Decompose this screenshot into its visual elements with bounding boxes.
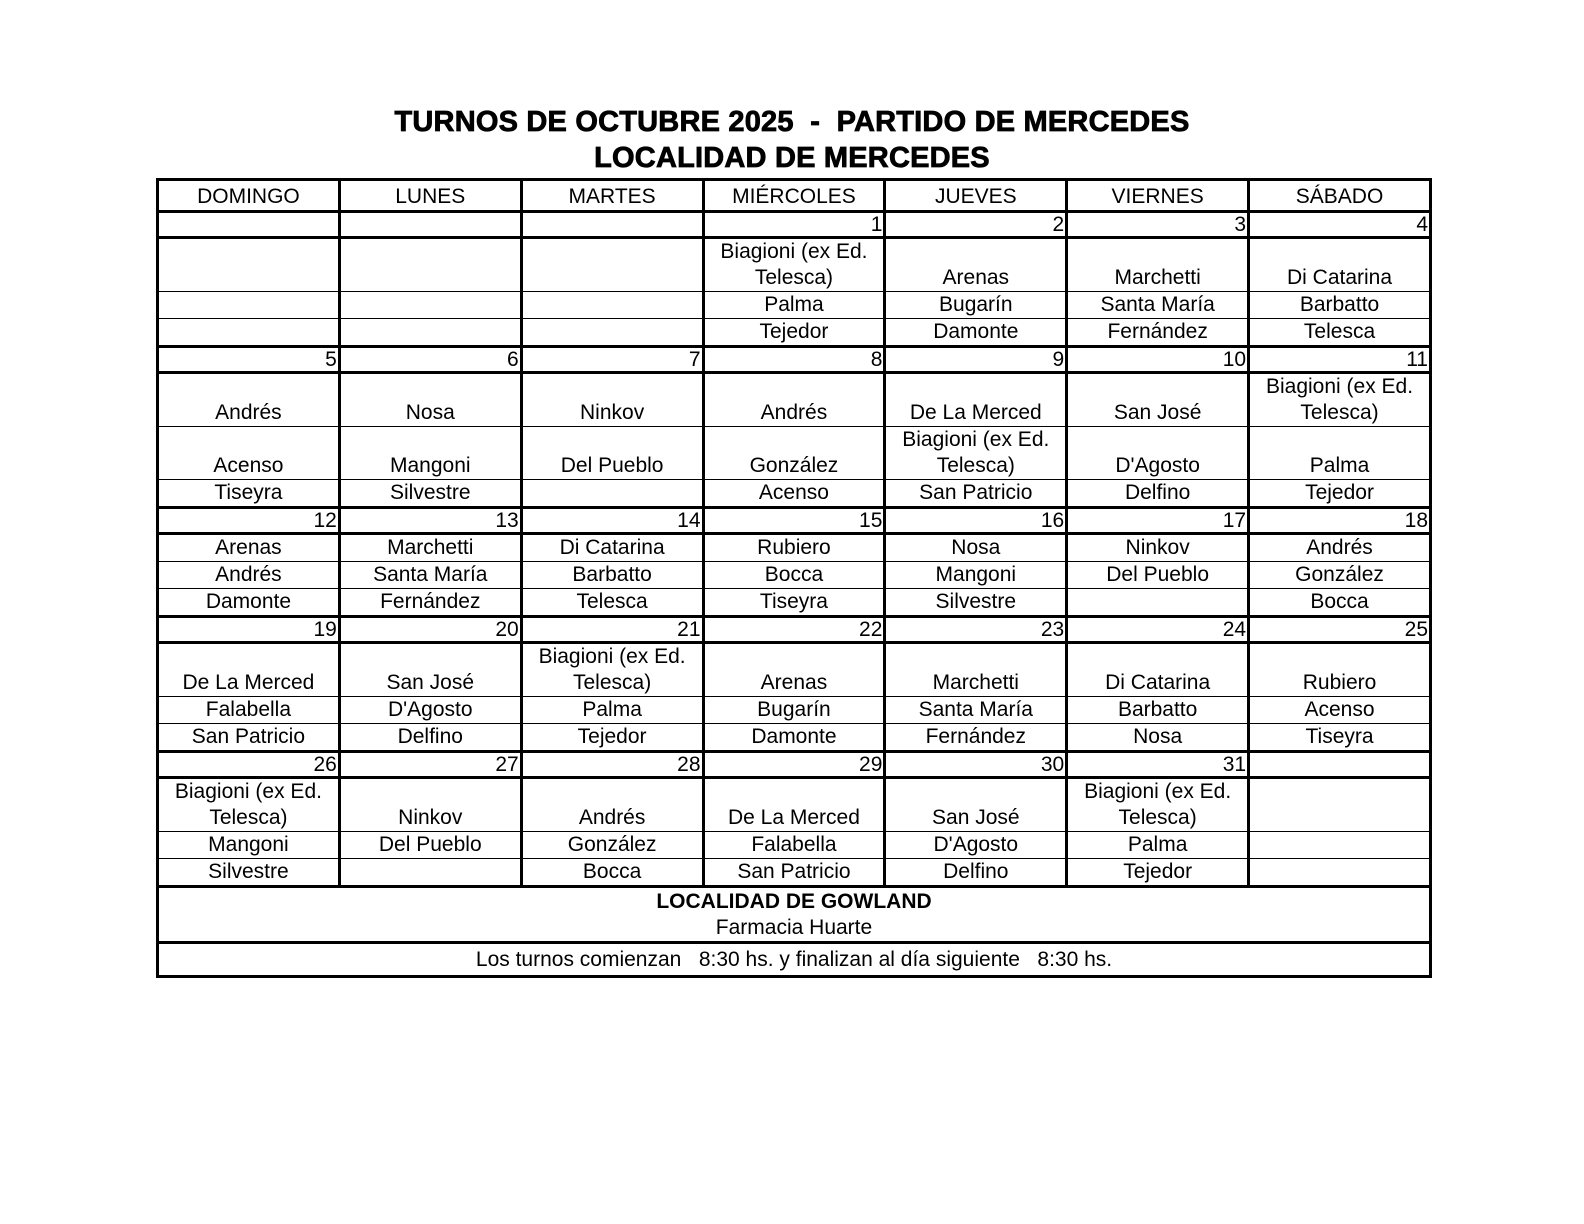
gowland-row [158,887,1431,943]
date-number: 18 [1249,508,1431,534]
date-number: 7 [521,347,703,373]
pharmacy-cell: San José [339,643,521,697]
date-number: 27 [339,752,521,778]
pharmacy-cell: Andrés [158,562,340,589]
pharmacy-cell: Mangoni [158,832,340,859]
pharmacy-cell: Falabella [703,832,885,859]
pharmacy-cell: Ninkov [521,373,703,427]
date-number: 20 [339,617,521,643]
pharmacy-cell: D'Agosto [339,697,521,724]
pharmacy-cell: De La Merced [703,778,885,832]
pharmacy-cell: Fernández [339,589,521,617]
pharmacy-cell [158,238,340,292]
date-number: 26 [158,752,340,778]
page-subtitle: LOCALIDAD DE MERCEDES [594,142,990,174]
day-header: JUEVES [885,180,1067,212]
pharmacy-row [158,480,1431,508]
day-header: LUNES [339,180,521,212]
pharmacy-cell: Palma [703,292,885,319]
pharmacy-cell: Palma [521,697,703,724]
pharmacy-cell [339,859,521,887]
date-number: 5 [158,347,340,373]
pharmacy-cell: Palma [1249,427,1431,480]
pharmacy-cell: Damonte [158,589,340,617]
pharmacy-cell: Di Catarina [521,534,703,562]
date-number [1249,752,1431,778]
pharmacy-cell: Rubiero [1249,643,1431,697]
pharmacy-cell: Di Catarina [1249,238,1431,292]
pharmacy-cell: Biagioni (ex Ed. Telesca) [521,643,703,697]
pharmacy-cell [1249,778,1431,832]
pharmacy-cell: Silvestre [885,589,1067,617]
pharmacy-cell [1067,589,1249,617]
date-number: 1 [703,212,885,238]
pharmacy-row [158,238,1431,292]
date-number: 2 [885,212,1067,238]
date-number: 15 [703,508,885,534]
pharmacy-cell: Biagioni (ex Ed. Telesca) [885,427,1067,480]
pharmacy-cell: Bugarín [703,697,885,724]
date-number: 3 [1067,212,1249,238]
pharmacy-cell: San José [885,778,1067,832]
pharmacy-cell: Andrés [521,778,703,832]
date-number [158,212,340,238]
date-number: 13 [339,508,521,534]
pharmacy-cell: Acenso [1249,697,1431,724]
pharmacy-row [158,534,1431,562]
pharmacy-cell: Falabella [158,697,340,724]
pharmacy-cell: Tiseyra [158,480,340,508]
date-number: 23 [885,617,1067,643]
pharmacy-cell: Biagioni (ex Ed. Telesca) [1249,373,1431,427]
pharmacy-cell: Telesca [1249,319,1431,347]
gowland-pharmacy: Farmacia Huarte [715,915,873,939]
pharmacy-row [158,724,1431,752]
pharmacy-cell: De La Merced [885,373,1067,427]
date-number: 4 [1249,212,1431,238]
pharmacy-cell: Fernández [1067,319,1249,347]
pharmacy-cell: Santa María [1067,292,1249,319]
pharmacy-row [158,562,1431,589]
pharmacy-row [158,319,1431,347]
date-number: 14 [521,508,703,534]
pharmacy-cell: Nosa [1067,724,1249,752]
pharmacy-cell: Tejedor [1067,859,1249,887]
date-number: 8 [703,347,885,373]
pharmacy-cell: Silvestre [158,859,340,887]
pharmacy-cell: Rubiero [703,534,885,562]
pharmacy-cell: Marchetti [885,643,1067,697]
pharmacy-cell: Arenas [158,534,340,562]
calendar-footer [158,887,1431,977]
date-number: 24 [1067,617,1249,643]
date-number: 21 [521,617,703,643]
pharmacy-cell: Ninkov [339,778,521,832]
pharmacy-row [158,697,1431,724]
date-row [158,752,1431,778]
pharmacy-cell: Marchetti [1067,238,1249,292]
gowland-cell [158,887,1431,943]
pharmacy-cell: Tejedor [521,724,703,752]
date-number: 10 [1067,347,1249,373]
pharmacy-cell: Bugarín [885,292,1067,319]
pharmacy-cell [339,292,521,319]
days-of-week-row [158,180,1431,212]
date-row [158,617,1431,643]
pharmacy-row [158,778,1431,832]
pharmacy-cell: Di Catarina [1067,643,1249,697]
pharmacy-cell: Bocca [1249,589,1431,617]
pharmacy-cell: Bocca [703,562,885,589]
pharmacy-row [158,832,1431,859]
date-number: 30 [885,752,1067,778]
pharmacy-cell: González [1249,562,1431,589]
pharmacy-cell: Andrés [703,373,885,427]
pharmacy-cell [339,319,521,347]
date-number [521,212,703,238]
pharmacy-cell: Tejedor [703,319,885,347]
pharmacy-cell: San José [1067,373,1249,427]
pharmacy-row [158,427,1431,480]
pharmacy-cell [521,238,703,292]
pharmacy-cell: Barbatto [1249,292,1431,319]
pharmacy-cell [521,319,703,347]
pharmacy-cell: Arenas [885,238,1067,292]
pharmacy-cell: De La Merced [158,643,340,697]
pharmacy-cell: Bocca [521,859,703,887]
date-number: 29 [703,752,885,778]
date-number: 22 [703,617,885,643]
pharmacy-cell: Silvestre [339,480,521,508]
date-number: 28 [521,752,703,778]
pharmacy-cell: González [703,427,885,480]
date-number: 17 [1067,508,1249,534]
pharmacy-cell [339,238,521,292]
pharmacy-cell: San Patricio [158,724,340,752]
pharmacy-cell: Delfino [1067,480,1249,508]
date-number: 9 [885,347,1067,373]
pharmacy-cell: Delfino [339,724,521,752]
pharmacy-cell: Damonte [885,319,1067,347]
pharmacy-cell [1249,859,1431,887]
date-number: 31 [1067,752,1249,778]
pharmacy-cell: Acenso [158,427,340,480]
title-block [0,104,1584,176]
pharmacy-cell: Delfino [885,859,1067,887]
date-number: 16 [885,508,1067,534]
pharmacy-cell [521,480,703,508]
date-row [158,212,1431,238]
pharmacy-cell: Tiseyra [703,589,885,617]
pharmacy-cell: Barbatto [1067,697,1249,724]
page-title: TURNOS DE OCTUBRE 2025 - PARTIDO DE MERCEDES [394,106,1190,138]
pharmacy-cell: Mangoni [339,427,521,480]
pharmacy-cell: Tiseyra [1249,724,1431,752]
schedule-note-row [158,943,1431,977]
pharmacy-cell: D'Agosto [1067,427,1249,480]
pharmacy-cell: Fernández [885,724,1067,752]
pharmacy-cell: Santa María [885,697,1067,724]
pharmacy-cell: Acenso [703,480,885,508]
pharmacy-cell: Biagioni (ex Ed. Telesca) [158,778,340,832]
pharmacy-cell: Biagioni (ex Ed. Telesca) [703,238,885,292]
pharmacy-cell: Mangoni [885,562,1067,589]
pharmacy-cell: Tejedor [1249,480,1431,508]
pharmacy-row [158,589,1431,617]
pharmacy-cell: Nosa [339,373,521,427]
pharmacy-cell: Ninkov [1067,534,1249,562]
pharmacy-row [158,859,1431,887]
pharmacy-cell: Andrés [1249,534,1431,562]
pharmacy-cell [158,319,340,347]
pharmacy-cell [1249,832,1431,859]
date-row [158,347,1431,373]
pharmacy-cell: Biagioni (ex Ed. Telesca) [1067,778,1249,832]
pharmacy-cell: San Patricio [885,480,1067,508]
day-header: DOMINGO [158,180,340,212]
pharmacy-cell: Del Pueblo [339,832,521,859]
pharmacy-cell: Telesca [521,589,703,617]
pharmacy-cell: Marchetti [339,534,521,562]
pharmacy-row [158,643,1431,697]
day-header: MIÉRCOLES [703,180,885,212]
day-header: VIERNES [1067,180,1249,212]
date-number: 25 [1249,617,1431,643]
date-number: 19 [158,617,340,643]
date-row [158,508,1431,534]
pharmacy-cell: Santa María [339,562,521,589]
pharmacy-cell: Andrés [158,373,340,427]
pharmacy-cell: González [521,832,703,859]
date-number: 11 [1249,347,1431,373]
pharmacy-cell: Nosa [885,534,1067,562]
pharmacy-row [158,373,1431,427]
pharmacy-cell: Barbatto [521,562,703,589]
pharmacy-cell: Arenas [703,643,885,697]
pharmacy-cell: Del Pueblo [1067,562,1249,589]
pharmacy-cell: Damonte [703,724,885,752]
pharmacy-cell: D'Agosto [885,832,1067,859]
gowland-title: LOCALIDAD DE GOWLAND [656,889,932,913]
pharmacy-cell: San Patricio [703,859,885,887]
day-header: MARTES [521,180,703,212]
pharmacy-cell [158,292,340,319]
pharmacy-row [158,292,1431,319]
pharmacy-cell: Palma [1067,832,1249,859]
date-number [339,212,521,238]
day-header: SÁBADO [1249,180,1431,212]
duty-calendar [156,178,1432,978]
pharmacy-cell: Del Pueblo [521,427,703,480]
schedule-note: Los turnos comienzan 8:30 hs. y finalizan al día siguiente 8:30 hs. [158,943,1431,977]
date-number: 12 [158,508,340,534]
date-number: 6 [339,347,521,373]
pharmacy-cell [521,292,703,319]
calendar-body [158,180,1431,887]
